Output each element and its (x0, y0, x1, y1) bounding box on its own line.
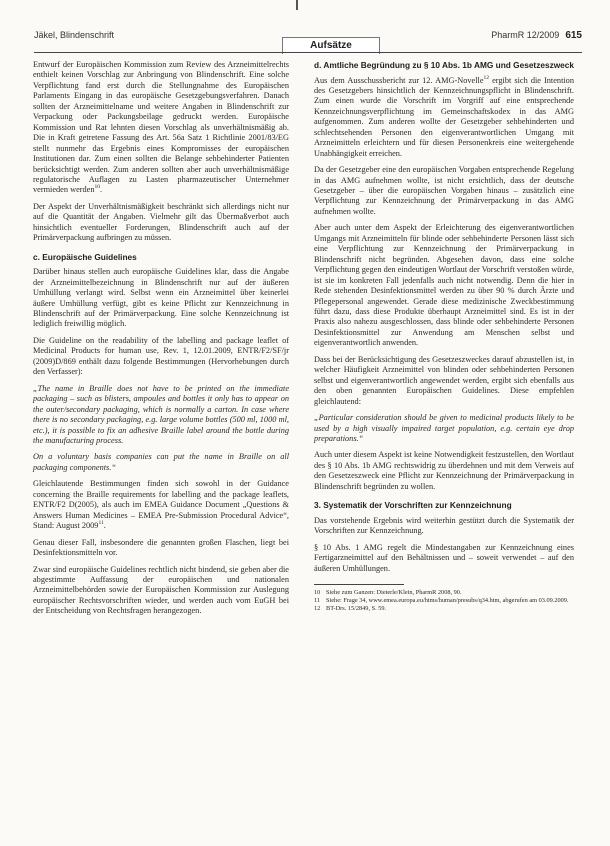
section-heading: 3. Systematik der Vorschriften zur Kennzeichnung (314, 500, 512, 511)
footnote-ref: 11 (98, 520, 104, 527)
footnote (314, 589, 574, 597)
paragraph-text: ergibt sich die Intention des Gesetzgebers hinsichtlich der Kennzeichnungspflicht in Blindenschrift. Zum einen wurde die Vorschrift im Vorgriff auf eine entsprechende Kennzeichnungsverpflichtung im Gemeinschaftskodex in das AMG aufgenommen. Zum anderen wollte der Gesetzgeber sehbehinderten und schlechtsehenden Personen den eigenverantwortlichen Umgang mit Arzneimitteln erleichtern und für diesen Personenkreis eine weitergehende Unabhängigkeit erreichen. (314, 75, 574, 158)
header-author: Jäkel, Blindenschrift (34, 30, 115, 40)
paragraph: Entwurf der Europäischen Kommission zum Review des Arzneimittelrechts enthielt keinen Vorschlag zur Anbringung von Blindenschrift. Eine solche Verpflichtung fand erst durch die Stellungnahme des Europäischen Parlaments Eingang in das europäische Gesetzgebungsverfahren. Danach sollten der Arzneimittelname und weitere Angaben in Blindenschrift zur Verpackung oder Packungsbeilage gedruckt werden. Europäische Kommission und Rat lehnten diesen Vorschlag als unverhältnismäßig ab. Die in Kraft getretene Fassung des Art. 56a Satz 1 Richtlinie 2001/83/EG stellt nunmehr das Ergebnis eines Kompromisses der europäischen Institutionen dar. Zum einen sollten die Belange sehbehinderter Patienten berücksichtigt werden. Zum anderen sollten aber auch unverhältnismäßige regulatorische Auflagen zu Lasten pharmazeutischer Unternehmer vermieden werden$^{10}$. (33, 60, 289, 195)
header-rule (34, 52, 582, 53)
right-column (314, 60, 574, 612)
footnote-text: BT-Drs. 15/2849, S. 59. (326, 604, 387, 612)
paragraph-text: Entwurf der Europäischen Kommission zum Review des Arzneimittelrechts enthielt keinen Vorschlag zur Anbringung von Blindenschrift. Eine solche Verpflichtung fand erst durch die Stellungnahme des Europäischen Parlaments Eingang in das europäische Gesetzgebungsverfahren. Danach sollten der Arzneimittelname und weitere Angaben in Blindenschrift zur Verpackung oder Packungsbeilage gedruckt werden. Europäische Kommission und Rat lehnten diesen Vorschlag als unverhältnismäßig ab. Die in Kraft getretene Fassung des Art. 56a Satz 1 Richtlinie 2001/83/EG stellt nunmehr das Ergebnis eines Kompromisses der europäischen Institutionen dar. Zum einen sollten die Belange sehbehinderter Patienten berücksichtigt werden. Zum anderen sollten aber auch unverhältnismäßige regulatorische Auflagen zu Lasten pharmazeutischer Unternehmer vermieden werden (33, 60, 289, 195)
paragraph-text: Gleichlautende Bestimmungen finden sich sowohl in der Guidance concerning the Braille requirements for labelling and the package leaflets, ENTR/F2 D(2005), als auch im EMEA Guidance Document „Questions & Answers Human Medicines – EMEA Pre-Submission Procedural Advice“, Stand: August 2009 (33, 479, 289, 531)
footnote-ref: 10 (94, 184, 101, 191)
footnote (314, 597, 574, 605)
section-heading: d. Amtliche Begründung zu § 10 Abs. 1b AMG und Gesetzeszweck (314, 60, 575, 70)
paragraph: Zwar sind europäische Guidelines rechtlich nicht bindend, sie geben aber die abgestimmte Auffassung der europäischen und nationalen Arzneimittelbehörden sowie der Europäischen Kommission zur Auslegung europäischer Rechtsvorschriften wieder, und werden auch vom EuGH bei der Entscheidung von Rechtsfragen herangezogen. (33, 564, 289, 616)
paragraph: Dass bei der Berücksichtigung des Gesetzeszweckes darauf abzustellen ist, in welcher Häufigkeit Arzneimittel von blinden oder sehbehinderten Personen selbst und eigenverantwortlich angewendet werden, ergibt sich ebenfalls aus den oben genannten Europäischen Guidelines. Diese empfehlen gleichlautend: (314, 354, 574, 406)
footnote-number: 11 (314, 596, 321, 604)
page-header (34, 30, 582, 52)
footnote-text: Siehe zum Ganzen: Dieterle/Klein, PharmR 2008, 90. (326, 589, 462, 597)
paragraph: Genau dieser Fall, insbesondere die genannten großen Flaschen, liegt bei Desinfektionsmitteln vor. (33, 537, 289, 558)
footnote-number: 10 (314, 589, 321, 597)
paragraph: Da der Gesetzgeber eine den europäischen Vorgaben entsprechende Regelung in das AMG aufnehmen wollte, ist nicht ersichtlich, dass der deutsche Gesetzgeber – über die europäischen Vorgaben hinaus – zusätzlich eine Verpflichtung zur Kennzeichnung der Primärverpackung in das AMG aufnehmen wollte. (314, 165, 574, 216)
paragraph: Darüber hinaus stellen auch europäische Guidelines klar, dass die Angabe der Arzneimittelbezeichnung in Blindenschrift nur auf der äußeren Umhüllung verlangt wird. Selbst wenn ein Arzneimittel über keinerlei äußere Umhüllung verfügt, gibt es keine Pflicht zur Kennzeichnung in Blindenschrift auf der Primärverpackung. Eine solche Kennzeichnung ist lediglich freiwillig möglich. (33, 267, 289, 329)
crop-mark (296, 0, 298, 10)
header-journal (491, 30, 582, 41)
journal-issue: PharmR 12/2009 (491, 30, 560, 40)
paragraph: Auch unter diesem Aspekt ist keine Notwendigkeit festzustellen, den Wortlaut des § 10 Abs. 1b AMG rechtswidrig zu überdehnen und mit dem Verweis auf den Gesetzeszweck eine Pflicht zur Kennzeichnung der Primärverpackung in Blindenschrift begründen zu wollen. (314, 450, 574, 491)
paragraph: § 10 Abs. 1 AMG regelt die Mindestangaben zur Kennzeichnung eines Fertigarzneimittel auf den Behältnissen und – soweit verwendet – auf den äußeren Umhüllungen. (314, 542, 574, 573)
block-quote: On a voluntary basis companies can put the name in Braille on all packaging components.“ (33, 452, 289, 472)
paragraph: Das vorstehende Ergebnis wird weiterhin gestützt durch die Systematik der Vorschriften zur Kennzeichnung. (314, 515, 574, 536)
paragraph: Gleichlautende Bestimmungen finden sich sowohl in der Guidance concerning the Braille requirements for labelling and the package leaflets, ENTR/F2 D(2005), als auch im EMEA Guidance Document „Questions & Answers Human Medicines – EMEA Pre-Submission Procedural Advice“, Stand: August 2009$^{11}$. (33, 479, 289, 531)
footnote-rule (314, 584, 404, 585)
section-heading: c. Europäische Guidelines (33, 251, 137, 262)
paragraph-text: Aus dem Ausschussbericht zur 12. AMG-Novelle (314, 75, 484, 85)
footnote-ref: 12 (483, 74, 490, 81)
block-quote: „Particular consideration should be given to medicinal products likely to be used by a high visually impaired target population, e.g. certain eye drop preparations.“ (314, 413, 574, 443)
paragraph (314, 76, 574, 160)
section-tab: Aufsätze (282, 37, 380, 54)
paragraph: Aber auch unter dem Aspekt der Erleichterung des eigenverantwortlichen Umgangs mit Arzneimitteln für blinde oder sehbehinderte Personen lässt sich eine Verpflichtung zur Kennzeichnung der Primärverpackung in Blindenschrift nicht begründen. Abgesehen davon, dass eine solche Verpflichtung gegen den eindeutigen Wortlaut der Vorschrift verstoßen würde, ist sie im konkreten Fall jedenfalls auch nicht notwendig. Denn die hier in Rede stehenden Desinfektionsmittel werden zu über 90 % durch Ärzte und Pflegepersonal angewendet. Gerade diese medizinische Zweckbestimmung führt dazu, dass diese Produkte überhaupt Arzneimittel sind. Es ist in der Praxis also nahezu ausgeschlossen, dass blinde oder sehbehinderte Personen Desinfektionsmittel zur Anwendung am Menschen selbst und eigenverantwortlich anwenden. (314, 223, 574, 348)
paragraph: Die Guideline on the readability of the labelling and package leaflet of Medicinal Products for human use, Rev. 1, 12.01.2009, ENTR/F2/SF/jr (2009)D/869 enthält dazu folgende Bestimmungen (Hervorhebungen durch den Verfasser): (33, 335, 289, 377)
footnote (314, 605, 574, 613)
footnote-text: Siehe: Frage 34, www.emea.europa.eu/htms/human/presubs/q34.htm, abgerufen am 03.09.2009. (326, 596, 569, 604)
left-column (33, 60, 289, 623)
block-quote: „The name in Braille does not have to be printed on the immediate packaging – such as blisters, ampoules and bottles it only has to appear on the outer/secondary packaging, which is normally a carton. In case where there is no secondary packaging, e.g. large volume bottles (500 ml, 1000 ml, etc.), it is possible to fix an adhesive Braille label around the bottle during the manufacturing process. (33, 383, 289, 445)
footnote-number: 12 (314, 604, 321, 612)
page-number: 615 (565, 30, 582, 41)
paragraph: Der Aspekt der Unverhältnismäßigkeit beschränkt sich allerdings nicht nur auf die Quantität der Angaben. Vielmehr gilt das Übermaßverbot auch hinsichtlich eventueller Forderungen, Blindenschrift auch auf der Primärverpackung aufbringen zu müssen. (33, 201, 289, 243)
